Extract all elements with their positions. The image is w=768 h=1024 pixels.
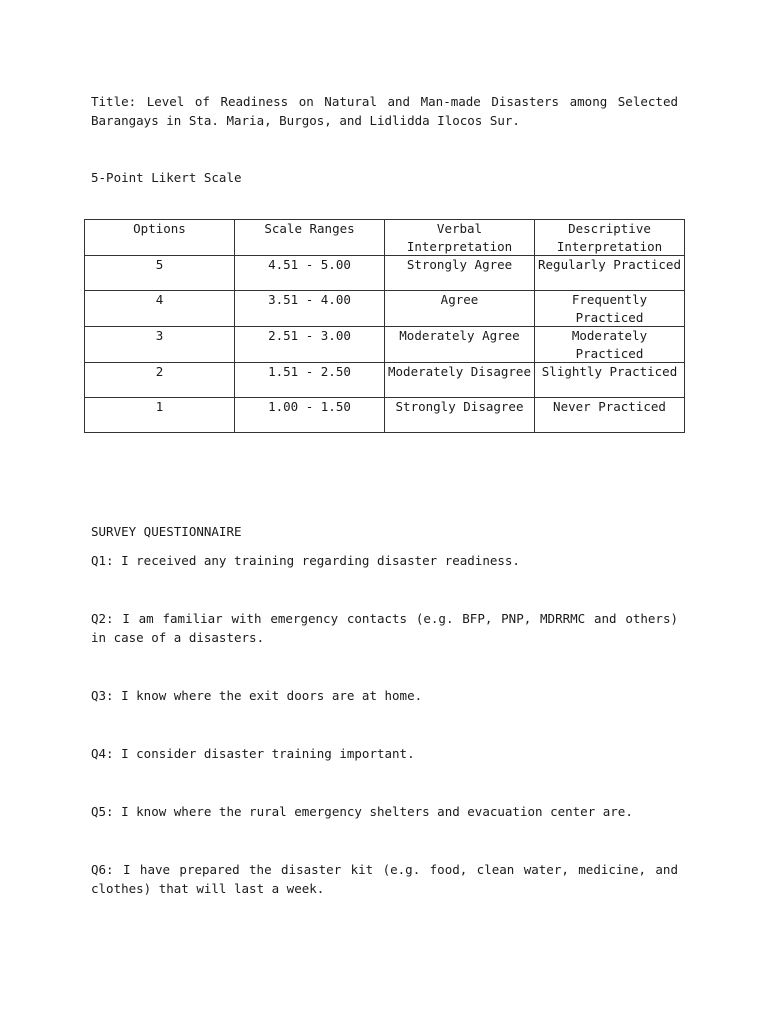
table-cell-range: 3.51 - 4.00 xyxy=(235,291,385,327)
table-cell-option: 3 xyxy=(85,327,235,363)
survey-questionnaire xyxy=(91,522,678,898)
table-cell-descriptive: Slightly Practiced xyxy=(535,363,685,398)
header-scale-ranges: Scale Ranges xyxy=(235,220,385,256)
survey-question-2: Q2: I am familiar with emergency contacts (e.g. BFP, PNP, MDRRMC and others) in case of a disasters. xyxy=(91,611,678,645)
table-cell-range: 1.51 - 2.50 xyxy=(235,363,385,398)
table-cell-descriptive: Moderately Practiced xyxy=(535,327,685,363)
table-cell-verbal: Moderately Disagree xyxy=(385,363,535,398)
table-row xyxy=(85,398,685,433)
table-cell-verbal: Agree xyxy=(385,291,535,327)
table-cell-range: 4.51 - 5.00 xyxy=(235,256,385,291)
header-descriptive-interpretation: Descriptive Interpretation xyxy=(535,220,685,256)
table-cell-descriptive: Regularly Practiced xyxy=(535,256,685,291)
table-header-row xyxy=(85,220,685,256)
table-cell-option: 1 xyxy=(85,398,235,433)
table-cell-option: 2 xyxy=(85,363,235,398)
header-options: Options xyxy=(85,220,235,256)
table-row xyxy=(85,256,685,291)
table-cell-option: 4 xyxy=(85,291,235,327)
header-verbal-interpretation: Verbal Interpretation xyxy=(385,220,535,256)
document-page xyxy=(91,92,681,896)
table-row xyxy=(85,327,685,363)
table-cell-range: 2.51 - 3.00 xyxy=(235,327,385,363)
table-cell-descriptive: Never Practiced xyxy=(535,398,685,433)
table-cell-verbal: Moderately Agree xyxy=(385,327,535,363)
survey-question-4: Q4: I consider disaster training important. xyxy=(91,746,415,761)
table-cell-range: 1.00 - 1.50 xyxy=(235,398,385,433)
likert-scale-table xyxy=(84,219,685,433)
table-cell-verbal: Strongly Disagree xyxy=(385,398,535,433)
table-cell-option: 5 xyxy=(85,256,235,291)
table-cell-descriptive: Frequently Practiced xyxy=(535,291,685,327)
table-row xyxy=(85,291,685,327)
survey-heading: SURVEY QUESTIONNAIRE xyxy=(91,524,242,539)
survey-question-6: Q6: I have prepared the disaster kit (e.g. food, clean water, medicine, and clothes) that will last a week. xyxy=(91,862,678,896)
survey-question-3: Q3: I know where the exit doors are at home. xyxy=(91,688,423,703)
likert-scale-heading: 5-Point Likert Scale xyxy=(91,170,242,185)
table-cell-verbal: Strongly Agree xyxy=(385,256,535,291)
survey-question-1: Q1: I received any training regarding disaster readiness. xyxy=(91,553,520,568)
table-row xyxy=(85,363,685,398)
survey-question-5: Q5: I know where the rural emergency shelters and evacuation center are. xyxy=(91,804,633,819)
document-title: Title: Level of Readiness on Natural and Man-made Disasters among Selected Barangays in Sta. Maria, Burgos, and Lidlidda Ilocos Sur. xyxy=(91,94,678,128)
